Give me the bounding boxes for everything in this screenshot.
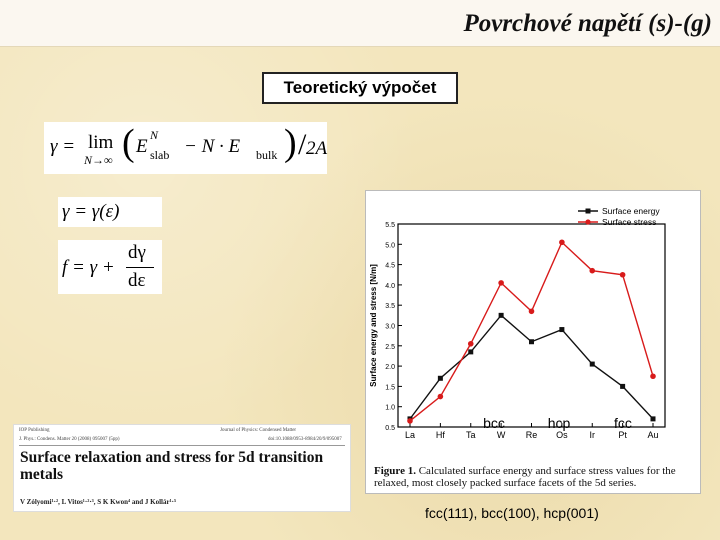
chart-svg bbox=[366, 191, 700, 461]
legend-label: Surface energy bbox=[602, 206, 660, 216]
x-tick-label: Pt bbox=[618, 430, 627, 440]
paper-journal-ref: J. Phys.: Condens. Matter 20 (2008) 095007 (5pp) bbox=[19, 437, 120, 442]
x-tick-label: Re bbox=[525, 430, 538, 440]
legend-marker bbox=[586, 209, 591, 214]
y-tick-label: 2.0 bbox=[385, 364, 395, 372]
x-tick-label: Os bbox=[556, 430, 568, 440]
series-line bbox=[410, 315, 653, 419]
paper-authors: V Zólyomi¹·², L Vitos¹·²·³, S K Kwon⁴ and J Kollár¹·⁵ bbox=[20, 498, 177, 506]
figure-panel bbox=[365, 190, 701, 494]
paper-title: Surface relaxation and stress for 5d transition metals bbox=[20, 449, 324, 483]
formula-denominator: 2A bbox=[306, 138, 328, 159]
legend-label: Surface stress bbox=[602, 217, 657, 227]
data-point bbox=[559, 327, 564, 332]
formula-paren-open: ( bbox=[122, 122, 135, 164]
title-bar bbox=[0, 0, 720, 47]
y-tick-label: 4.0 bbox=[385, 282, 395, 290]
data-point bbox=[590, 362, 595, 367]
formula-bulk-sub: bulk bbox=[256, 148, 278, 162]
formula-lhs: γ = bbox=[50, 136, 76, 157]
paper-doi: doi:10.1088/0953-8984/20/9/095007 bbox=[268, 437, 342, 442]
y-tick-label: 3.0 bbox=[385, 323, 395, 331]
x-tick-label: Ir bbox=[589, 430, 595, 440]
structure-note: fcc(111), bcc(100), hcp(001) bbox=[425, 505, 599, 521]
legend-marker bbox=[585, 219, 590, 224]
data-point bbox=[438, 394, 444, 400]
formula-minus-term: − N · E bbox=[184, 136, 241, 157]
formula-e-sub: slab bbox=[150, 148, 170, 162]
formula-paren-close: ) bbox=[284, 122, 297, 164]
data-point bbox=[651, 416, 656, 421]
y-axis-label: Surface energy and stress [N/m] bbox=[369, 264, 378, 387]
data-point bbox=[498, 280, 504, 286]
figure-caption bbox=[374, 465, 694, 489]
formula-e: E bbox=[136, 136, 148, 157]
paper-journal: Journal of Physics: Condensed Matter bbox=[220, 428, 297, 433]
fraction-bar bbox=[126, 267, 154, 268]
x-tick-label: Hf bbox=[435, 430, 445, 440]
surface-energy-formula bbox=[44, 122, 327, 174]
figure-caption-label: Figure 1. bbox=[374, 465, 416, 477]
y-tick-label: 2.5 bbox=[385, 343, 395, 351]
data-point bbox=[559, 239, 565, 245]
data-point bbox=[407, 418, 413, 424]
x-tick-label: Au bbox=[647, 430, 659, 440]
y-tick-label: 3.5 bbox=[385, 303, 395, 311]
data-point bbox=[620, 272, 626, 278]
data-point bbox=[589, 268, 595, 274]
gamma-strain-formula bbox=[58, 197, 162, 227]
slide-title: Povrchové napětí (s)-(g) bbox=[463, 10, 712, 37]
gamma-strain-text: γ = γ(ε) bbox=[62, 201, 120, 222]
structure-label: bcc bbox=[483, 415, 505, 431]
y-tick-label: 4.5 bbox=[385, 262, 395, 270]
data-point bbox=[650, 373, 656, 379]
section-label: Teoretický výpočet bbox=[262, 72, 458, 104]
stress-formula-lhs: f = γ + bbox=[62, 257, 115, 278]
data-point bbox=[468, 349, 473, 354]
paper-snippet bbox=[13, 424, 351, 512]
data-point bbox=[468, 341, 474, 347]
x-tick-label: La bbox=[404, 430, 416, 440]
y-tick-label: 0.5 bbox=[385, 425, 395, 432]
x-tick-label: Ta bbox=[465, 430, 476, 440]
data-point bbox=[529, 339, 534, 344]
stress-formula-numerator: dγ bbox=[128, 242, 146, 263]
data-point bbox=[620, 384, 625, 389]
data-point bbox=[529, 308, 535, 314]
formula-lim-sub: N→∞ bbox=[84, 153, 113, 167]
paper-publisher: IOP Publishing bbox=[19, 428, 50, 433]
data-point bbox=[438, 376, 443, 381]
paper-header-rule bbox=[19, 445, 345, 446]
formula-slash: / bbox=[298, 128, 307, 161]
series-line bbox=[410, 242, 653, 421]
x-tick-label: W bbox=[496, 430, 506, 440]
data-point bbox=[499, 313, 504, 318]
y-tick-label: 1.5 bbox=[385, 384, 395, 392]
stress-formula-denominator: dε bbox=[128, 270, 146, 291]
y-tick-label: 5.5 bbox=[385, 222, 395, 229]
structure-label: fcc bbox=[614, 415, 632, 431]
y-tick-label: 1.0 bbox=[385, 404, 395, 412]
formula-e-sup: N bbox=[150, 128, 159, 142]
formula-lim: lim bbox=[88, 132, 114, 153]
y-tick-label: 5.0 bbox=[385, 242, 395, 250]
structure-label: hcp bbox=[547, 415, 571, 431]
surface-stress-formula bbox=[58, 240, 162, 294]
figure-caption-text: Calculated surface energy and surface stress values for the relaxed, most closely packed surface facets of the 5d series. bbox=[374, 465, 676, 489]
